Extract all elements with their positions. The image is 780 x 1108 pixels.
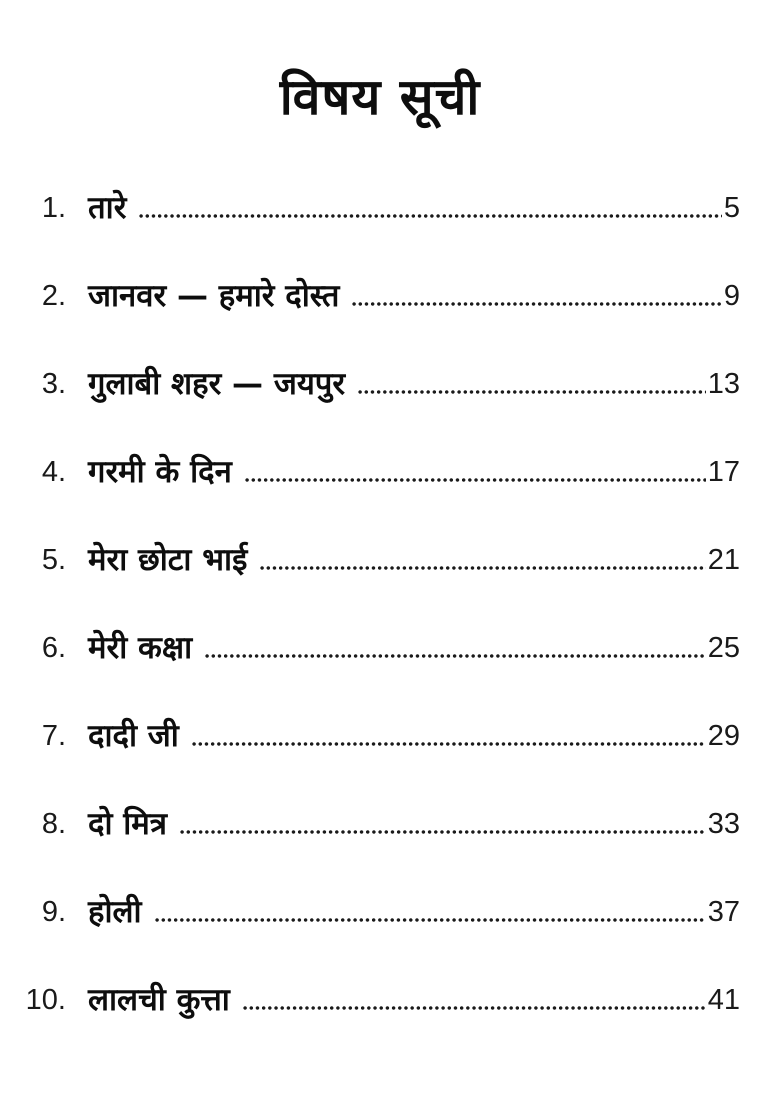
entry-title: दादी जी xyxy=(88,718,179,754)
entry-number: 10. xyxy=(25,984,66,1016)
entry-page-number: 29 xyxy=(707,720,740,752)
entry-title: होली xyxy=(88,894,142,930)
entry-number: 4. xyxy=(41,456,66,488)
toc-entry-7[interactable] xyxy=(0,706,780,766)
dot-leader xyxy=(244,478,706,482)
toc-entry-2[interactable] xyxy=(0,266,780,326)
entry-page-number: 25 xyxy=(707,632,740,664)
entry-page-number: 17 xyxy=(707,456,740,488)
entry-number: 6. xyxy=(41,632,66,664)
toc-entry-5[interactable] xyxy=(0,530,780,590)
toc-entry-4[interactable] xyxy=(0,442,780,502)
toc-entry-6[interactable] xyxy=(0,618,780,678)
dot-leader xyxy=(154,918,706,922)
entry-page-number: 21 xyxy=(707,544,740,576)
dot-leader xyxy=(191,742,706,746)
entry-title: गुलाबी शहर — जयपुर xyxy=(88,366,346,402)
entry-page-number: 13 xyxy=(707,368,740,400)
toc-entry-10[interactable] xyxy=(0,970,780,1030)
entry-title: मेरा छोटा भाई xyxy=(88,542,248,578)
toc-entry-8[interactable] xyxy=(0,794,780,854)
toc-entry-9[interactable] xyxy=(0,882,780,942)
entry-title: लालची कुत्ता xyxy=(88,982,230,1018)
entry-title: तारे xyxy=(88,190,127,226)
entry-number: 5. xyxy=(41,544,66,576)
entry-number: 3. xyxy=(41,368,66,400)
dot-leader xyxy=(259,566,705,570)
dot-leader xyxy=(242,1006,706,1010)
entry-title: मेरी कक्षा xyxy=(88,630,193,666)
entry-title: जानवर — हमारे दोस्त xyxy=(88,278,340,314)
dot-leader xyxy=(204,654,706,658)
entry-page-number: 5 xyxy=(723,192,740,224)
toc-entry-1[interactable] xyxy=(0,178,780,238)
entry-number: 7. xyxy=(41,720,66,752)
dot-leader xyxy=(357,390,706,394)
dot-leader xyxy=(351,302,721,306)
dot-leader xyxy=(179,830,706,834)
dot-leader xyxy=(138,214,721,218)
entry-page-number: 37 xyxy=(707,896,740,928)
entry-number: 8. xyxy=(41,808,66,840)
entry-number: 1. xyxy=(41,192,66,224)
entry-page-number: 41 xyxy=(707,984,740,1016)
entry-page-number: 9 xyxy=(723,280,740,312)
entry-page-number: 33 xyxy=(707,808,740,840)
entry-number: 2. xyxy=(41,280,66,312)
page-title: विषय सूची xyxy=(279,68,481,126)
entry-title: दो मित्र xyxy=(88,806,167,842)
entry-number: 9. xyxy=(41,896,66,928)
toc-entry-3[interactable] xyxy=(0,354,780,414)
entry-title: गरमी के दिन xyxy=(88,454,232,490)
